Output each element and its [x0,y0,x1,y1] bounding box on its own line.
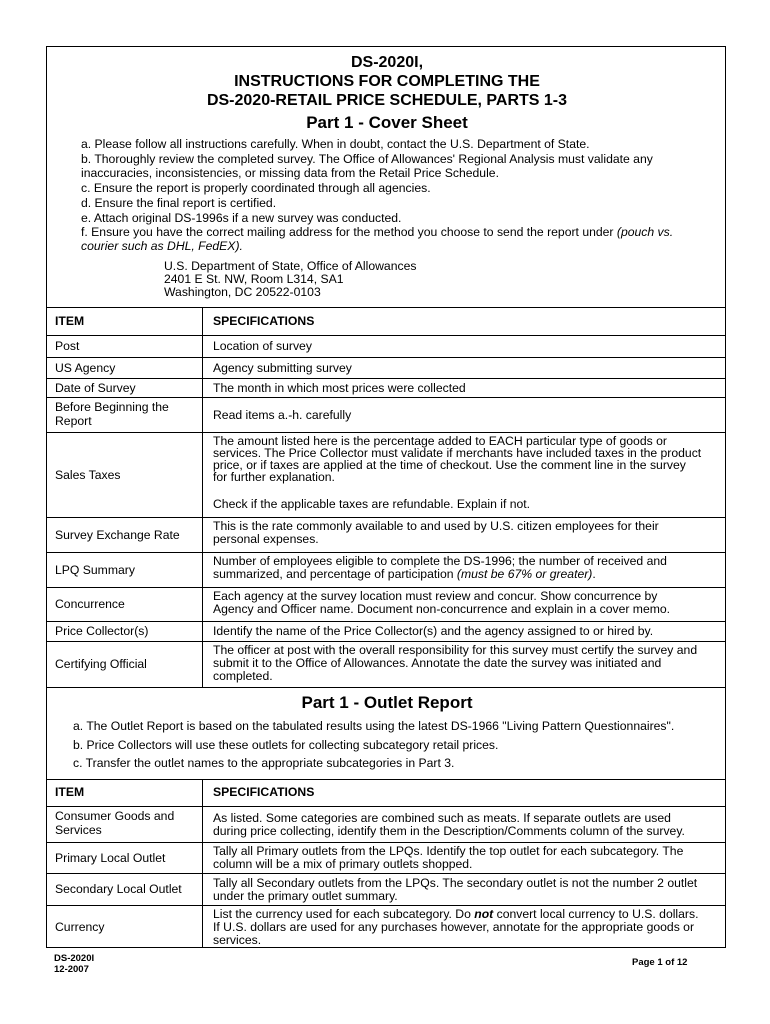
t1-fx-spec-2: personal expenses. [213,532,319,546]
doc-title-line2: INSTRUCTIONS FOR COMPLETING THE [234,73,540,90]
t2-cur-item: Currency [55,919,105,934]
cover-item-f-text: f. Ensure you have the correct mailing address for the method you choose to send the report under [81,225,617,239]
footer-form-date: 12-2007 [54,964,89,975]
t2-cg-item-cont: Services [55,823,102,837]
address-line3: Washington, DC 20522-0103 [164,285,321,299]
t2-sl-spec-1: Tally all Secondary outlets from the LPQs. The secondary outlet is not the number 2 outlet [213,876,698,890]
cover-item-f-cont: courier such as DHL, FedEX). [81,239,243,253]
t1-conc-item: Concurrence [55,597,125,611]
outlet-report-title: Part 1 - Outlet Report [301,693,473,712]
t2-sl-spec-2: under the primary outlet summary. [213,889,398,903]
cover-sheet-title: Part 1 - Cover Sheet [306,113,468,132]
t1-tax-spec-5: Check if the applicable taxes are refundable. Explain if not. [213,497,531,511]
t1-tax-item: Sales Taxes [55,467,121,482]
cover-item-b: b. Thoroughly review the completed survey. The Office of Allowances' Regional Analysis must validate any [81,152,653,166]
t2-cur-spec-1c: convert local currency to U.S. dollars. [493,907,699,921]
footer-page-number: Page 1 of 12 [632,957,688,968]
cover-item-f [81,225,673,240]
t1-co-spec-3: completed. [213,669,273,683]
t1-lpq-spec-2-italic: (must be 67% or greater) [456,567,593,581]
t1-before-item-cont: Report [55,414,92,428]
t1-before-item: Before Beginning the [55,400,169,414]
doc-title-line3: DS-2020-RETAIL PRICE SCHEDULE, PARTS 1-3 [206,92,568,109]
t2-item-header: ITEM [55,785,85,799]
t1-pc-spec: Identify the name of the Price Collector(s) and the agency assigned to or hired by. [213,624,654,638]
t2-spec-header: SPECIFICATIONS [213,785,315,799]
cover-item-e: e. Attach original DS-1996s if a new survey was conducted. [81,211,402,225]
t2-pl-item: Primary Local Outlet [55,850,166,865]
t1-lpq-spec-2-end: . [592,567,596,581]
address-line2: 2401 E St. NW, Room L314, SA1 [164,272,344,286]
cover-item-f-italic: (pouch vs. [616,225,674,239]
t1-lpq-spec-2-text: summarized, and percentage of participation [213,567,457,581]
t1-tax-spec-4: for further explanation. [213,470,335,484]
t1-lpq-item: LPQ Summary [55,562,135,577]
t1-item-header: ITEM [55,313,85,328]
document-frame [46,46,726,948]
t1-co-spec-1: The officer at post with the overall responsibility for this survey must certify the survey and [213,643,698,657]
outlet-item-b: b. Price Collectors will use these outlets for collecting subcategory retail prices. [73,738,499,752]
t1-lpq-spec-1: Number of employees eligible to complete the DS-1996; the number of received and [213,554,667,568]
cover-item-c: c. Ensure the report is properly coordinated through all agencies. [81,181,431,195]
address-line1: U.S. Department of State, Office of Allowances [164,259,417,273]
t2-cur-spec-2: If U.S. dollars are used for any purchases however, annotate for the appropriate goods or [213,920,695,934]
t2-cg-spec-2: during price collecting, identify them in the Description/Comments column of the survey. [213,824,685,838]
cover-item-a: a. Please follow all instructions carefully. When in doubt, contact the U.S. Department of State. [81,137,590,151]
t2-cg-spec-1: As listed. Some categories are combined such as meats. If separate outlets are used [213,811,671,825]
cover-item-b-cont: inaccuracies, inconsistencies, or missing data from the Retail Price Schedule. [81,166,499,180]
outlet-item-c: c. Transfer the outlet names to the appropriate subcategories in Part 3. [73,756,455,770]
t1-tax-spec-3: price, or if taxes are applied at the time of checkout. Use the comment line in the survey [213,458,686,472]
t1-tax-spec-2: services. The Price Collector must validate if merchants have included taxes in the product [213,446,702,460]
t1-fx-item: Survey Exchange Rate [55,527,180,542]
footer-form-number: DS-2020I [54,953,95,964]
t2-sl-item: Secondary Local Outlet [55,882,182,896]
t1-date-spec: The month in which most prices were collected [213,380,466,395]
t1-pc-item: Price Collector(s) [55,624,149,638]
t1-before-spec: Read items a.-h. carefully [213,407,352,422]
t2-pl-spec-2: column will be a mix of primary outlets shopped. [213,857,473,871]
t1-conc-spec-1: Each agency at the survey location must review and concur. Show concurrence by [213,589,658,603]
t1-conc-spec-2: Agency and Officer name. Document non-concurrence and explain in a cover memo. [213,602,671,616]
t2-cur-spec-1a: List the currency used for each subcategory. Do [213,907,475,921]
t1-agency-item: US Agency [55,360,116,375]
t1-agency-spec: Agency submitting survey [213,360,352,375]
t1-post-spec: Location of survey [213,339,312,353]
t1-co-spec-2: submit it to the Office of Allowances. Annotate the date the survey was initiated and [213,656,662,670]
t2-pl-spec-1: Tally all Primary outlets from the LPQs. Identify the top outlet for each subcategory. The [213,844,684,858]
t2-cur-spec-3: services. [213,933,262,947]
t1-co-item: Certifying Official [55,657,147,671]
t1-lpq-spec-2 [213,568,596,581]
t2-cur-spec-1b: not [474,907,494,921]
cover-item-d: d. Ensure the final report is certified. [81,196,277,210]
t1-post-item: Post [55,339,80,353]
t1-spec-header: SPECIFICATIONS [213,313,315,328]
t1-fx-spec-1: This is the rate commonly available to and used by U.S. citizen employees for their [213,519,659,533]
doc-title-line1: DS-2020I, [350,54,424,71]
t1-date-item: Date of Survey [55,380,136,395]
t2-cg-item: Consumer Goods and [55,809,175,823]
t1-tax-spec-1: The amount listed here is the percentage added to EACH particular type of goods or [213,434,667,448]
outlet-item-a: a. The Outlet Report is based on the tabulated results using the latest DS-1966 "Living Pattern Questionnaires". [73,719,675,733]
